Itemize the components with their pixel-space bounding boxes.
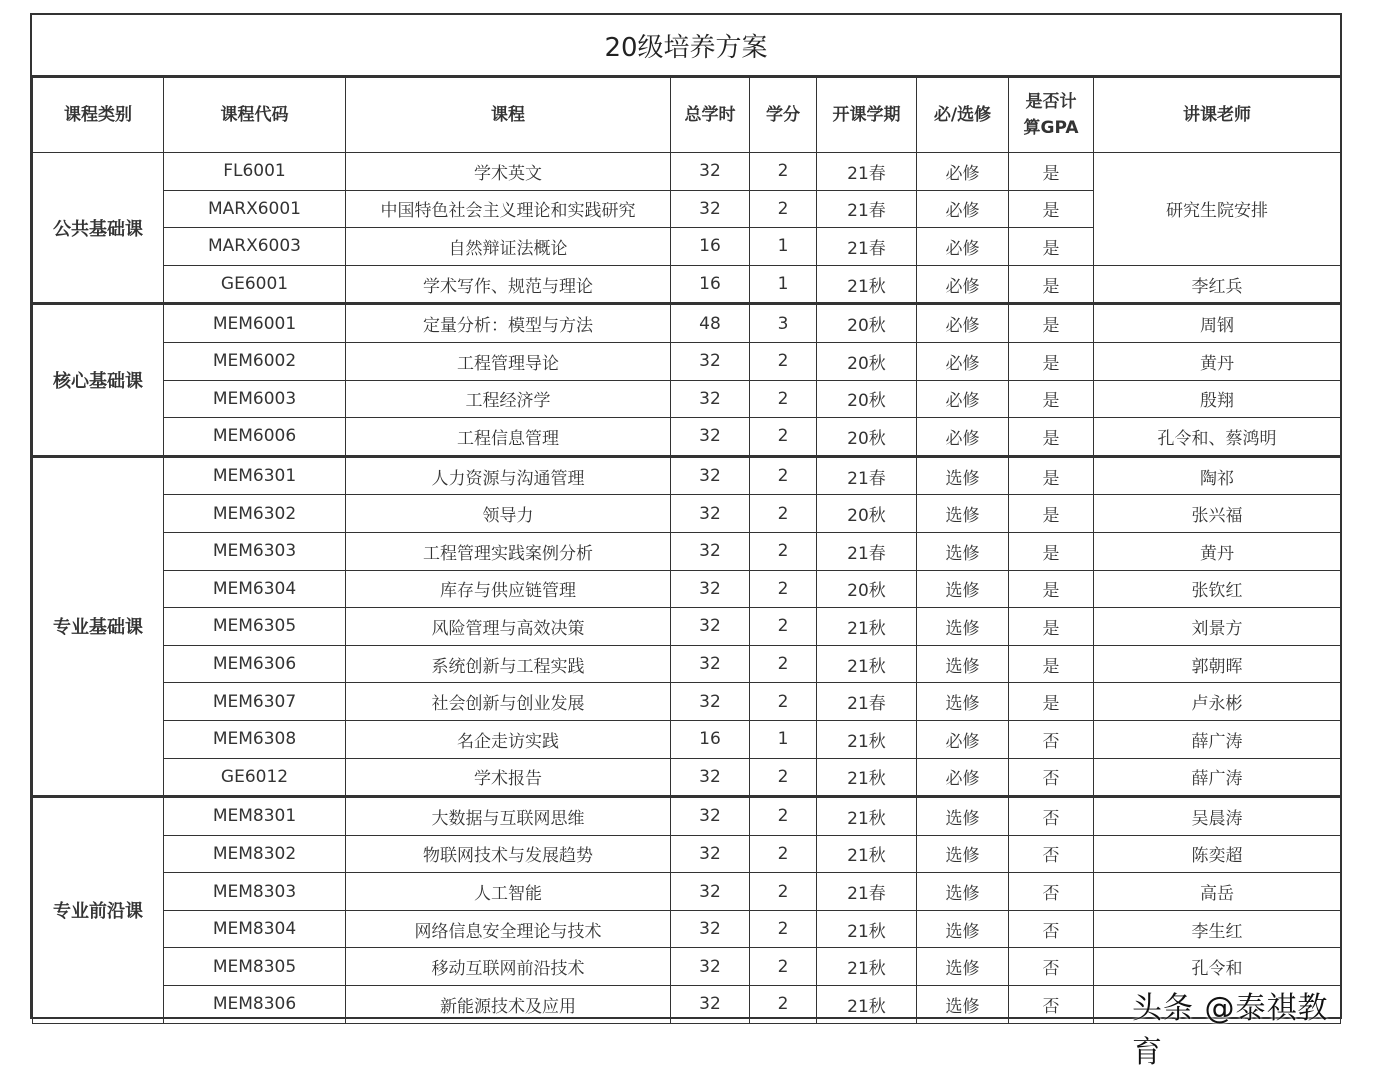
hours-cell: 32 [671, 683, 750, 721]
credits-cell: 2 [750, 495, 817, 533]
teacher-cell: 李生红 [1094, 910, 1341, 948]
type-cell: 选修 [917, 873, 1009, 911]
teacher-cell: 卢永彬 [1094, 683, 1341, 721]
teacher-cell: 研究生院安排 [1094, 153, 1341, 266]
hours-cell: 32 [671, 570, 750, 608]
code-cell: MEM6301 [164, 456, 346, 495]
term-cell: 21秋 [817, 645, 917, 683]
term-cell: 20秋 [817, 418, 917, 457]
gpa-cell: 是 [1009, 380, 1094, 418]
code-cell: MARX6001 [164, 190, 346, 228]
code-cell: GE6001 [164, 265, 346, 304]
table-row [33, 304, 1341, 343]
table-row [33, 342, 1341, 380]
code-cell: MEM6304 [164, 570, 346, 608]
type-cell: 选修 [917, 645, 1009, 683]
code-cell: MEM8305 [164, 948, 346, 986]
type-cell: 选修 [917, 797, 1009, 836]
type-cell: 选修 [917, 495, 1009, 533]
header-row [33, 78, 1341, 153]
hours-cell: 32 [671, 835, 750, 873]
gpa-cell: 是 [1009, 683, 1094, 721]
gpa-cell: 是 [1009, 153, 1094, 191]
page-title: 20级培养方案 [32, 15, 1340, 77]
course-cell: 工程经济学 [346, 380, 671, 418]
header-teacher: 讲课老师 [1094, 78, 1341, 153]
gpa-cell: 是 [1009, 265, 1094, 304]
teacher-cell: 薛广涛 [1094, 720, 1341, 758]
term-cell: 20秋 [817, 570, 917, 608]
gpa-cell: 是 [1009, 570, 1094, 608]
teacher-cell: 陈奕超 [1094, 835, 1341, 873]
hours-cell: 32 [671, 608, 750, 646]
gpa-cell: 是 [1009, 608, 1094, 646]
hours-cell: 16 [671, 720, 750, 758]
type-cell: 选修 [917, 683, 1009, 721]
hours-cell: 32 [671, 190, 750, 228]
gpa-cell: 否 [1009, 835, 1094, 873]
type-cell: 选修 [917, 456, 1009, 495]
gpa-cell: 是 [1009, 228, 1094, 266]
credits-cell: 2 [750, 986, 817, 1024]
term-cell: 21秋 [817, 986, 917, 1024]
credits-cell: 2 [750, 608, 817, 646]
hours-cell: 32 [671, 986, 750, 1024]
teacher-cell: 吴晨涛 [1094, 797, 1341, 836]
term-cell: 20秋 [817, 342, 917, 380]
category-cell: 核心基础课 [33, 304, 164, 456]
teacher-cell: 刘景方 [1094, 608, 1341, 646]
credits-cell: 2 [750, 910, 817, 948]
table-row [33, 532, 1341, 570]
term-cell: 21秋 [817, 948, 917, 986]
credits-cell: 2 [750, 797, 817, 836]
course-cell: 库存与供应链管理 [346, 570, 671, 608]
code-cell: MEM6003 [164, 380, 346, 418]
teacher-cell: 李红兵 [1094, 265, 1341, 304]
table-row [33, 418, 1341, 457]
type-cell: 必修 [917, 758, 1009, 797]
code-cell: MEM8301 [164, 797, 346, 836]
gpa-cell: 是 [1009, 190, 1094, 228]
credits-cell: 2 [750, 570, 817, 608]
course-cell: 领导力 [346, 495, 671, 533]
type-cell: 必修 [917, 153, 1009, 191]
credits-cell: 1 [750, 720, 817, 758]
term-cell: 21秋 [817, 720, 917, 758]
table-row [33, 720, 1341, 758]
gpa-cell: 否 [1009, 948, 1094, 986]
course-cell: 社会创新与创业发展 [346, 683, 671, 721]
credits-cell: 2 [750, 835, 817, 873]
credits-cell: 2 [750, 873, 817, 911]
term-cell: 21秋 [817, 797, 917, 836]
course-cell: 定量分析：模型与方法 [346, 304, 671, 343]
course-cell: 人力资源与沟通管理 [346, 456, 671, 495]
credits-cell: 2 [750, 645, 817, 683]
code-cell: FL6001 [164, 153, 346, 191]
course-cell: 移动互联网前沿技术 [346, 948, 671, 986]
term-cell: 20秋 [817, 304, 917, 343]
course-cell: 网络信息安全理论与技术 [346, 910, 671, 948]
type-cell: 必修 [917, 228, 1009, 266]
table-row [33, 797, 1341, 836]
curriculum-table-frame [30, 13, 1342, 1070]
type-cell: 选修 [917, 570, 1009, 608]
term-cell: 21春 [817, 456, 917, 495]
category-cell: 专业前沿课 [33, 797, 164, 1024]
table-row [33, 153, 1341, 191]
code-cell: MEM6303 [164, 532, 346, 570]
hours-cell: 32 [671, 495, 750, 533]
table-row [33, 456, 1341, 495]
header-code: 课程代码 [164, 78, 346, 153]
teacher-cell: 张钦红 [1094, 570, 1341, 608]
type-cell: 选修 [917, 986, 1009, 1024]
curriculum-table [32, 77, 1341, 1024]
credits-cell: 2 [750, 153, 817, 191]
code-cell: MEM8304 [164, 910, 346, 948]
term-cell: 21秋 [817, 608, 917, 646]
term-cell: 21春 [817, 532, 917, 570]
course-cell: 物联网技术与发展趋势 [346, 835, 671, 873]
course-cell: 工程管理导论 [346, 342, 671, 380]
type-cell: 必修 [917, 304, 1009, 343]
course-cell: 风险管理与高效决策 [346, 608, 671, 646]
gpa-cell: 是 [1009, 532, 1094, 570]
gpa-cell: 否 [1009, 986, 1094, 1024]
code-cell: MEM6306 [164, 645, 346, 683]
course-cell: 名企走访实践 [346, 720, 671, 758]
credits-cell: 2 [750, 418, 817, 457]
hours-cell: 32 [671, 153, 750, 191]
table-row [33, 570, 1341, 608]
teacher-cell: 张兴福 [1094, 495, 1341, 533]
hours-cell: 32 [671, 758, 750, 797]
term-cell: 21秋 [817, 910, 917, 948]
teacher-cell: 孔令和 [1094, 948, 1341, 986]
term-cell: 21春 [817, 683, 917, 721]
type-cell: 必修 [917, 380, 1009, 418]
table-row [33, 380, 1341, 418]
gpa-cell: 是 [1009, 495, 1094, 533]
header-credits: 学分 [750, 78, 817, 153]
code-cell: MEM6305 [164, 608, 346, 646]
code-cell: MEM6006 [164, 418, 346, 457]
course-cell: 中国特色社会主义理论和实践研究 [346, 190, 671, 228]
hours-cell: 16 [671, 265, 750, 304]
table-row [33, 910, 1341, 948]
teacher-cell: 周钢 [1094, 304, 1341, 343]
teacher-cell: 陶祁 [1094, 456, 1341, 495]
code-cell: MEM6302 [164, 495, 346, 533]
type-cell: 选修 [917, 948, 1009, 986]
header-gpa-line1: 是否计 [1025, 92, 1077, 112]
term-cell: 21秋 [817, 835, 917, 873]
table-row [33, 948, 1341, 986]
course-cell: 新能源技术及应用 [346, 986, 671, 1024]
hours-cell: 32 [671, 456, 750, 495]
hours-cell: 32 [671, 910, 750, 948]
gpa-cell: 是 [1009, 456, 1094, 495]
teacher-cell: 薛广涛 [1094, 758, 1341, 797]
course-cell: 工程管理实践案例分析 [346, 532, 671, 570]
type-cell: 必修 [917, 342, 1009, 380]
header-gpa [1009, 78, 1094, 153]
course-cell: 人工智能 [346, 873, 671, 911]
table-row [33, 645, 1341, 683]
gpa-cell: 否 [1009, 720, 1094, 758]
course-cell: 学术写作、规范与理论 [346, 265, 671, 304]
credits-cell: 2 [750, 758, 817, 797]
header-category: 课程类别 [33, 78, 164, 153]
course-cell: 工程信息管理 [346, 418, 671, 457]
teacher-cell: 殷翔 [1094, 380, 1341, 418]
header-hours: 总学时 [671, 78, 750, 153]
course-cell: 学术英文 [346, 153, 671, 191]
term-cell: 20秋 [817, 380, 917, 418]
credits-cell: 2 [750, 532, 817, 570]
teacher-cell: 黄丹 [1094, 342, 1341, 380]
code-cell: MEM8303 [164, 873, 346, 911]
hours-cell: 32 [671, 342, 750, 380]
table-row [33, 835, 1341, 873]
type-cell: 选修 [917, 608, 1009, 646]
credits-cell: 3 [750, 304, 817, 343]
table-row [33, 265, 1341, 304]
credits-cell: 2 [750, 380, 817, 418]
hours-cell: 48 [671, 304, 750, 343]
teacher-cell: 黄丹 [1094, 532, 1341, 570]
type-cell: 必修 [917, 265, 1009, 304]
table-row [33, 608, 1341, 646]
term-cell: 21春 [817, 190, 917, 228]
type-cell: 必修 [917, 720, 1009, 758]
code-cell: MEM8306 [164, 986, 346, 1024]
gpa-cell: 否 [1009, 758, 1094, 797]
code-cell: MEM8302 [164, 835, 346, 873]
gpa-cell: 否 [1009, 873, 1094, 911]
table-row [33, 495, 1341, 533]
gpa-cell: 是 [1009, 645, 1094, 683]
watermark: 头条 @泰祺教育 [1132, 991, 1329, 1070]
type-cell: 选修 [917, 835, 1009, 873]
term-cell: 21春 [817, 873, 917, 911]
credits-cell: 1 [750, 265, 817, 304]
table-row [33, 873, 1341, 911]
type-cell: 选修 [917, 910, 1009, 948]
code-cell: MEM6001 [164, 304, 346, 343]
table-row [33, 683, 1341, 721]
header-course: 课程 [346, 78, 671, 153]
code-cell: MEM6308 [164, 720, 346, 758]
course-cell: 系统创新与工程实践 [346, 645, 671, 683]
credits-cell: 2 [750, 190, 817, 228]
teacher-cell: 郭朝晖 [1094, 645, 1341, 683]
term-cell: 21春 [817, 228, 917, 266]
code-cell: MEM6307 [164, 683, 346, 721]
gpa-cell: 是 [1009, 418, 1094, 457]
teacher-cell: 高岳 [1094, 873, 1341, 911]
hours-cell: 16 [671, 228, 750, 266]
type-cell: 必修 [917, 190, 1009, 228]
course-cell: 学术报告 [346, 758, 671, 797]
gpa-cell: 是 [1009, 304, 1094, 343]
credits-cell: 2 [750, 683, 817, 721]
hours-cell: 32 [671, 797, 750, 836]
gpa-cell: 否 [1009, 797, 1094, 836]
hours-cell: 32 [671, 948, 750, 986]
hours-cell: 32 [671, 532, 750, 570]
category-cell: 公共基础课 [33, 153, 164, 304]
course-cell: 自然辩证法概论 [346, 228, 671, 266]
code-cell: GE6012 [164, 758, 346, 797]
hours-cell: 32 [671, 380, 750, 418]
term-cell: 21春 [817, 153, 917, 191]
gpa-cell: 是 [1009, 342, 1094, 380]
hours-cell: 32 [671, 645, 750, 683]
teacher-cell: 孔令和、蔡鸿明 [1094, 418, 1341, 457]
code-cell: MARX6003 [164, 228, 346, 266]
type-cell: 选修 [917, 532, 1009, 570]
credits-cell: 2 [750, 948, 817, 986]
course-cell: 大数据与互联网思维 [346, 797, 671, 836]
hours-cell: 32 [671, 418, 750, 457]
term-cell: 21秋 [817, 265, 917, 304]
term-cell: 20秋 [817, 495, 917, 533]
table-row [33, 758, 1341, 797]
header-term: 开课学期 [817, 78, 917, 153]
term-cell: 21秋 [817, 758, 917, 797]
credits-cell: 1 [750, 228, 817, 266]
header-type: 必/选修 [917, 78, 1009, 153]
category-cell: 专业基础课 [33, 456, 164, 796]
header-gpa-line2: 算GPA [1023, 118, 1079, 138]
type-cell: 必修 [917, 418, 1009, 457]
credits-cell: 2 [750, 342, 817, 380]
table-body [33, 153, 1341, 1024]
code-cell: MEM6002 [164, 342, 346, 380]
gpa-cell: 否 [1009, 910, 1094, 948]
hours-cell: 32 [671, 873, 750, 911]
credits-cell: 2 [750, 456, 817, 495]
